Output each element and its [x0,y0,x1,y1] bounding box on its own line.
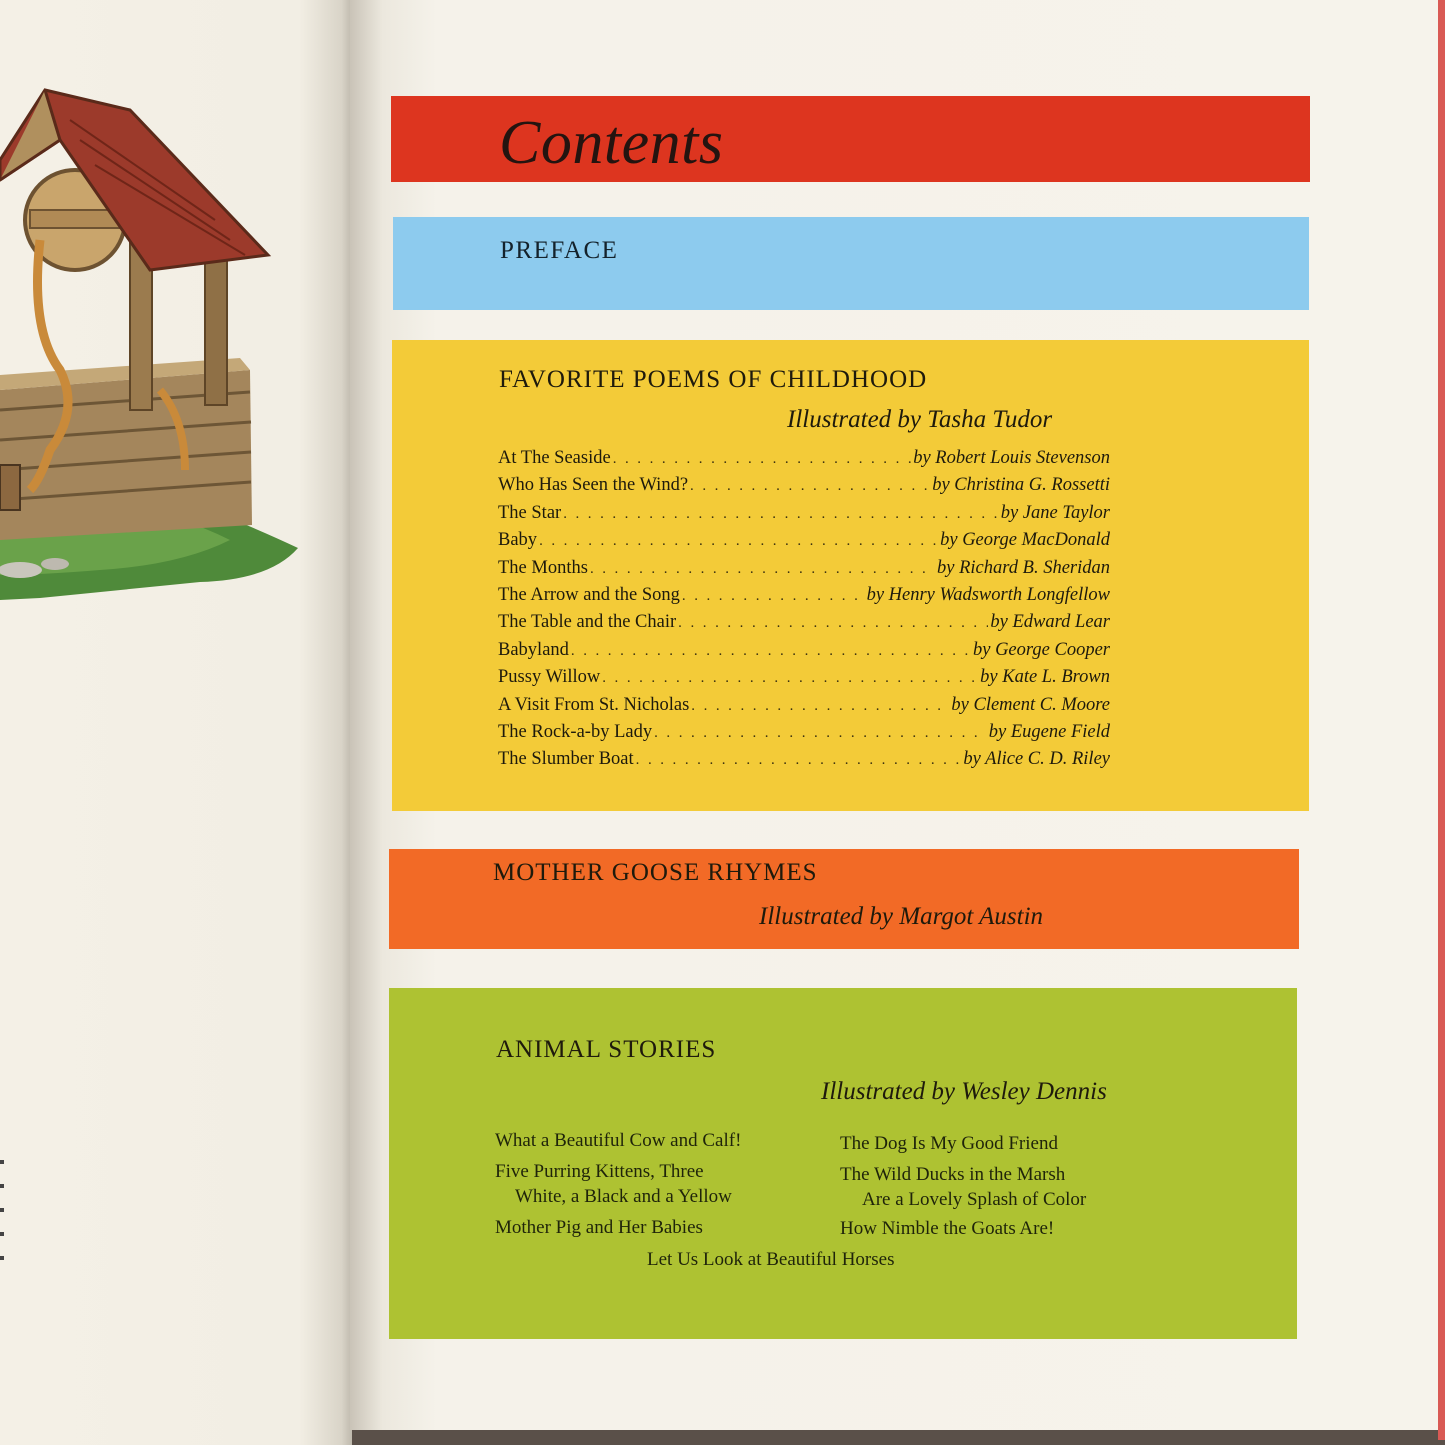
list-item: The Rock-a-by Lady . . . by Eugene Field [498,722,1110,749]
page-title: Contents [499,109,724,177]
list-item: Pussy Willow . . . by Kate L. Brown [498,667,1110,694]
poems-list [498,448,1110,777]
preface-band [393,217,1309,310]
story-item: How Nimble the Goats Are! [840,1218,1055,1239]
wishing-well-illustration [0,70,300,610]
mother-goose-heading: MOTHER GOOSE RHYMES [493,859,818,886]
story-item: What a Beautiful Cow and Calf! [495,1130,742,1151]
list-item: The Star . . . by Jane Taylor [498,503,1110,530]
list-item: Baby . . . by George MacDonald [498,530,1110,557]
list-item: A Visit From St. Nicholas . . . by Clement C. Moore [498,695,1110,722]
list-item: The Months . . . by Richard B. Sheridan [498,558,1110,585]
story-item: Five Purring Kittens, Three White, a Black and a Yellow [495,1161,732,1207]
animal-stories-illustrator: Illustrated by Wesley Dennis [821,1078,1107,1105]
list-item: Babyland . . . by George Cooper [498,640,1110,667]
animal-stories-band [389,988,1297,1339]
preface-heading: PREFACE [500,237,619,264]
poems-band [392,340,1309,811]
story-item: The Wild Ducks in the Marsh Are a Lovely Splash of Color [840,1164,1087,1210]
story-item: The Dog Is My Good Friend [840,1133,1058,1154]
story-item: Let Us Look at Beautiful Horses [647,1249,895,1270]
list-item: At The Seaside . . . by Robert Louis Stevenson [498,448,1110,475]
mother-goose-illustrator: Illustrated by Margot Austin [759,903,1044,930]
animal-stories-heading: ANIMAL STORIES [496,1036,717,1063]
list-item: Who Has Seen the Wind? . . . by Christina G. Rossetti [498,475,1110,502]
mother-goose-band [389,849,1299,949]
poems-heading: FAVORITE POEMS OF CHILDHOOD [499,366,928,393]
page-edge-marks [0,1160,6,1300]
book-cover-edge [1438,0,1445,1440]
list-item: The Arrow and the Song . . . by Henry Wadsworth Longfellow [498,585,1110,612]
poems-illustrator: Illustrated by Tasha Tudor [787,406,1053,433]
title-band [391,96,1310,182]
story-item: Mother Pig and Her Babies [495,1217,703,1238]
list-item: The Slumber Boat . . . by Alice C. D. Riley [498,749,1110,776]
left-page [0,0,352,1445]
list-item: The Table and the Chair . . . by Edward Lear [498,612,1110,639]
